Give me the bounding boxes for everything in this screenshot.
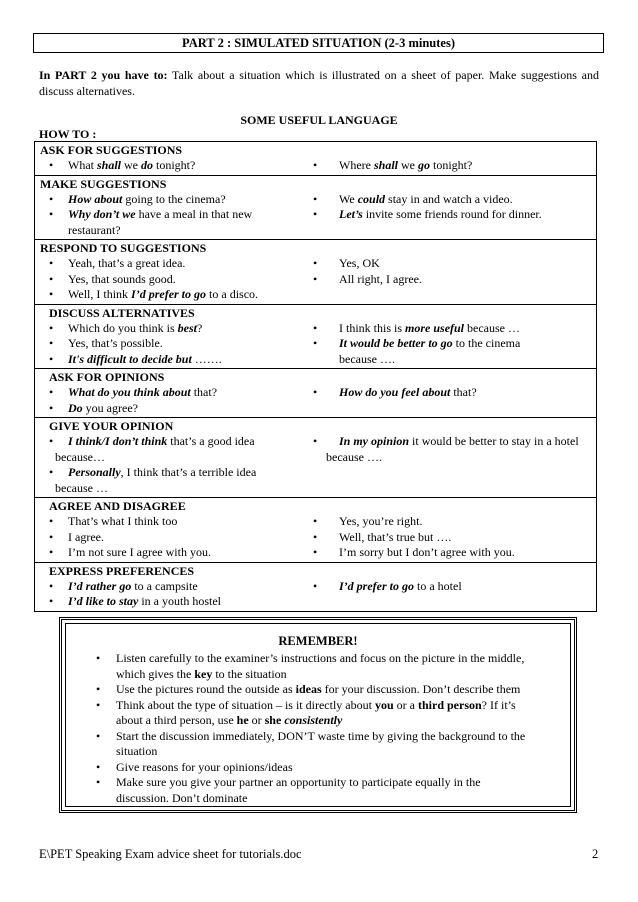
phrase: • I think this is more useful because … — [313, 320, 521, 335]
section-agree-disagree — [35, 497, 596, 562]
phrase: • What do you think about that? — [49, 385, 218, 399]
remember-box — [59, 617, 577, 813]
phrase: • That’s what I think too — [49, 514, 178, 528]
phrase: • How about going to the cinema? — [49, 191, 226, 206]
page-title: PART 2 : SIMULATED SITUATION (2-3 minutes) — [33, 33, 604, 53]
phrase: • Do you agree? — [49, 400, 138, 415]
phrase: • I’d rather go to a campsite — [49, 578, 198, 593]
section-respond-suggestions — [35, 239, 596, 304]
section-heading: ASK FOR SUGGESTIONS — [40, 143, 183, 157]
phrase: • I’d like to stay in a youth hostel — [49, 594, 221, 608]
remember-list — [96, 651, 536, 806]
section-heading: GIVE YOUR OPINION — [49, 419, 174, 433]
phrases-table — [34, 141, 597, 612]
remember-item: • Think about the type of situation – is it directly about you or a third person? If it’s about a third person, use he or she consistently — [96, 697, 516, 727]
remember-item: • Start the discussion immediately, DON’T waste time by giving the background to the situation — [96, 728, 526, 758]
footer-filename: E\PET Speaking Exam advice sheet for tutorials.doc — [39, 847, 302, 861]
phrase: • Yeah, that’s a great idea. — [49, 256, 186, 270]
how-to-label: HOW TO : — [39, 127, 97, 141]
phrase: • It would be better to go to the cinema because …. — [313, 336, 521, 366]
section-heading: AGREE AND DISAGREE — [49, 499, 186, 513]
useful-language-heading: SOME USEFUL LANGUAGE — [240, 113, 398, 127]
section-heading: DISCUSS ALTERNATIVES — [49, 305, 195, 320]
phrase: • What shall we do tonight? — [49, 158, 196, 172]
phrase: • Personally, I think that’s a terrible idea because … — [49, 465, 257, 495]
phrase: • Yes, OK — [313, 256, 380, 270]
phrase: • It's difficult to decide but ……. — [49, 351, 222, 366]
phrase: • In my opinion it would be better to stay in a hotel because …. — [313, 434, 579, 464]
phrase: • I’m not sure I agree with you. — [49, 545, 211, 559]
phrase: • Yes, that sounds good. — [49, 271, 176, 286]
phrase: • How do you feel about that? — [313, 385, 477, 399]
remember-title: REMEMBER! — [278, 634, 358, 648]
section-express-preferences — [35, 562, 596, 611]
section-ask-opinions — [35, 368, 596, 417]
phrase: • We could stay in and watch a video. — [313, 191, 513, 206]
phrase: • Yes, that’s possible. — [49, 336, 163, 350]
phrase: • All right, I agree. — [313, 271, 422, 286]
phrase: • I’d prefer to go to a hotel — [313, 578, 462, 593]
phrase: • I’m sorry but I don’t agree with you. — [313, 545, 515, 559]
intro-paragraph — [39, 67, 599, 99]
section-give-opinion — [35, 417, 596, 497]
phrase: • Yes, you’re right. — [313, 514, 423, 528]
phrase: • I agree. — [49, 529, 104, 544]
section-discuss-alternatives — [35, 304, 596, 369]
phrase: • Let’s invite some friends round for dinner. — [313, 207, 542, 221]
section-heading: RESPOND TO SUGGESTIONS — [40, 241, 207, 255]
phrase: • I think/I don’t think that’s a good idea because… — [49, 434, 255, 464]
remember-item: • Listen carefully to the examiner’s instructions and focus on the picture in the middle, which gives the key to the situation — [96, 651, 525, 681]
intro-text: Talk about a situation which is illustrated on a sheet of paper. Make suggestions and discuss alternatives. — [39, 68, 599, 98]
phrase: • Well, I think I’d prefer to go to a disco. — [49, 287, 259, 301]
remember-item: • Use the pictures round the outside as ideas for your discussion. Don’t describe them — [96, 682, 521, 696]
intro-lead: In PART 2 you have to: — [39, 68, 168, 82]
remember-item: • Give reasons for your opinions/ideas — [96, 759, 293, 774]
page-number: 2 — [592, 847, 599, 861]
phrase: • Where shall we go tonight? — [313, 158, 473, 172]
phrase: • Well, that’s true but …. — [313, 529, 452, 544]
section-heading: ASK FOR OPINIONS — [49, 370, 165, 384]
phrase: • Which do you think is best? — [49, 320, 203, 335]
phrase: • Why don’t we have a meal in that new restaurant? — [49, 207, 253, 237]
section-heading: EXPRESS PREFERENCES — [49, 563, 195, 578]
section-heading: MAKE SUGGESTIONS — [40, 176, 167, 191]
section-make-suggestions — [35, 175, 596, 240]
section-ask-suggestions — [35, 142, 596, 175]
remember-item: • Make sure you give your partner an opportunity to participate equally in the discussion. Don’t dominate — [96, 775, 481, 805]
